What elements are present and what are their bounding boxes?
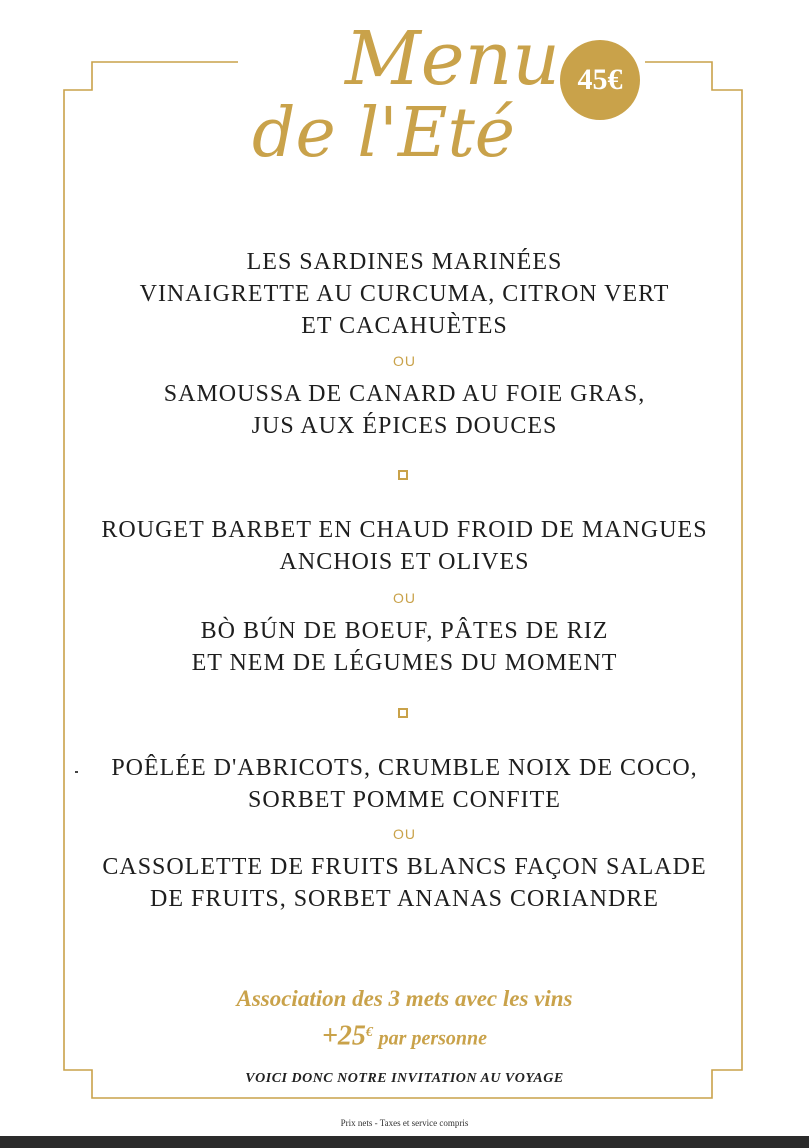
invitation-text: VOICI DONC NOTRE INVITATION AU VOYAGE [245,1071,564,1086]
wine-pairing-currency: € [365,1025,373,1040]
dessert-option-b [80,851,729,915]
starter-a-line3: ET CACAHUÈTES [301,313,508,339]
footer-note: Prix nets - Taxes et service compris [340,1118,469,1128]
wine-pairing [80,982,729,1056]
or-separator: OU [393,590,416,606]
course-divider-square [398,470,408,480]
dessert-b-line1: CASSOLETTE DE FRUITS BLANCS FAÇON SALADE [102,854,707,880]
price-badge: 45€ [560,40,640,120]
dessert-option-a [80,752,729,816]
main-b-line2: ET NEM DE LÉGUMES DU MOMENT [191,650,618,676]
scan-speck [75,771,78,773]
or-separator: OU [393,353,416,369]
menu-title-line2: de l'Eté [252,94,516,173]
or-separator: OU [393,826,416,842]
starter-a-line2: VINAIGRETTE AU CURCUMA, CITRON VERT [139,281,670,307]
dessert-a-line2: SORBET POMME CONFITE [248,787,561,813]
course-divider-square [398,708,408,718]
starter-a-line1: LES SARDINES MARINÉES [246,249,563,275]
bottom-edge-bar [0,1136,809,1148]
starter-option-b [80,378,729,442]
starter-option-a [80,246,729,342]
starter-b-line1: SAMOUSSA DE CANARD AU FOIE GRAS, [163,381,646,407]
wine-pairing-per-person: par personne [378,1027,488,1050]
starter-b-line2: JUS AUX ÉPICES DOUCES [251,413,558,439]
main-a-line2: ANCHOIS ET OLIVES [279,549,530,575]
dessert-a-line1: POÊLÉE D'ABRICOTS, CRUMBLE NOIX DE COCO, [111,755,698,781]
wine-pairing-line1: Association des 3 mets avec les vins [236,986,573,1011]
main-a-line1: ROUGET BARBET EN CHAUD FROID DE MANGUES [101,517,708,543]
main-option-a [80,514,729,578]
dessert-b-line2: DE FRUITS, SORBET ANANAS CORIANDRE [150,886,659,912]
main-b-line1: BÒ BÚN DE BOEUF, PÂTES DE RIZ [200,618,609,644]
wine-pairing-line2 [80,1016,729,1056]
menu-title-line1: Menu [345,16,560,102]
main-option-b [80,615,729,679]
wine-pairing-price: +25 [321,1020,366,1052]
